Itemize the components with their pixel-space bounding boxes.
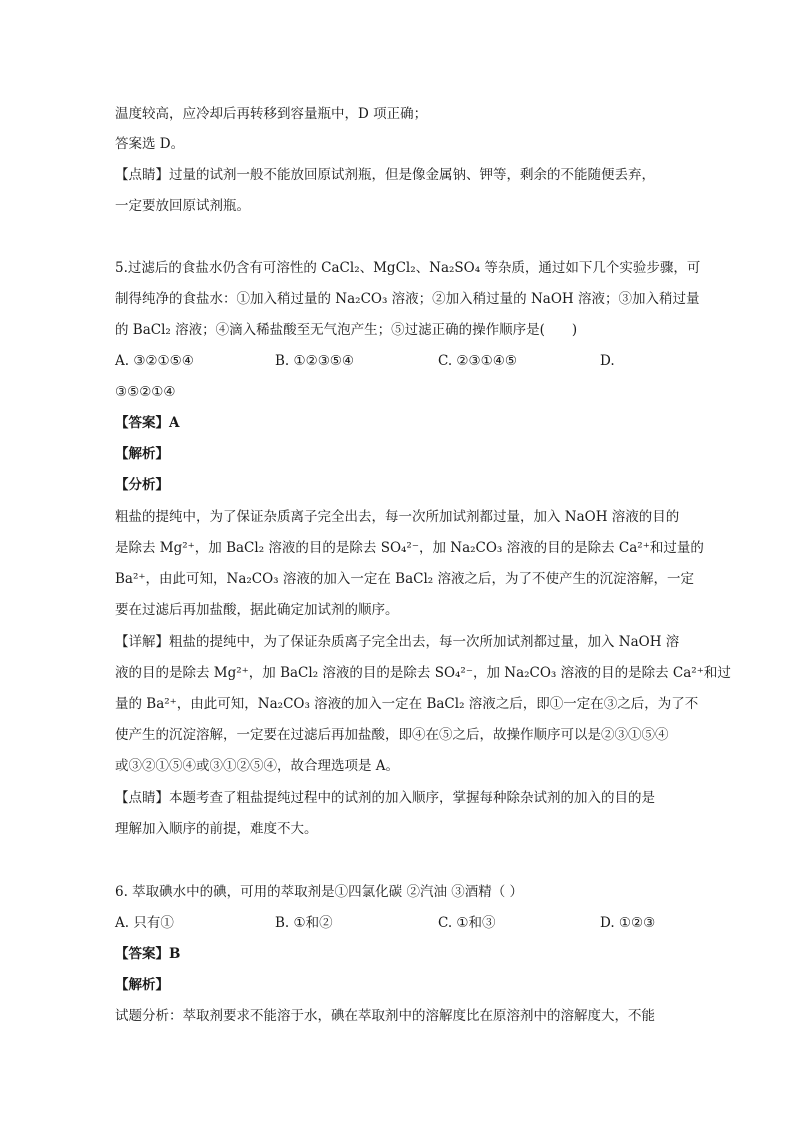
question-5-stem: 5.过滤后的食盐水仍含有可溶性的 CaCl₂、MgCl₂、Na₂SO₄ 等杂质，通过如下几个实验步骤，可 (115, 260, 701, 276)
q6-option-d: D. ①②③ (600, 915, 656, 931)
q5-detail-line: 或③②①⑤④或③①②⑤④，故合理选项是 A。 (115, 758, 400, 774)
q5-detail-line: 量的 Ba²⁺，由此可知，Na₂CO₃ 溶液的加入一定在 BaCl₂ 溶液之后，即①一定在③之后，为了不 (115, 696, 699, 712)
question-6-stem: 6. 萃取碘水中的碘，可用的萃取剂是①四氯化碳 ②汽油 ③酒精（ ） (115, 884, 524, 900)
q6-analysis-line: 试题分析：萃取剂要求不能溶于水，碘在萃取剂中的溶解度比在原溶剂中的溶解度大，不能 (115, 1008, 655, 1024)
q5-analysis-line: 要在过滤后再加盐酸，据此确定加试剂的顺序。 (115, 602, 399, 618)
q5-option-b: B. ①②③⑤④ (275, 353, 355, 369)
q5-analysis-line: Ba²⁺，由此可知，Na₂CO₃ 溶液的加入一定在 BaCl₂ 溶液之后，为了不使产生的沉淀溶解，一定 (115, 571, 694, 587)
q5-tip-line: 【点睛】本题考查了粗盐提纯过程中的试剂的加入顺序，掌握每种除杂试剂的加入的目的是 (115, 790, 655, 806)
text-line: 温度较高，应冷却后再转移到容量瓶中，D 项正确； (115, 106, 428, 122)
q6-jiexi: 【解析】 (115, 977, 169, 993)
q6-answer: 【答案】B (115, 946, 181, 962)
q5-option-d-cont: ③⑤②①④ (115, 384, 176, 400)
q6-option-b: B. ①和② (275, 915, 333, 931)
q5-detail-line: 使产生的沉淀溶解，一定要在过滤后再加盐酸，即④在⑤之后，故操作顺序可以是②③①⑤④ (115, 727, 669, 743)
q5-detail-line: 液的目的是除去 Mg²⁺，加 BaCl₂ 溶液的目的是除去 SO₄²⁻，加 Na₂CO₃ 溶液的目的是除去 Ca²⁺和过 (115, 665, 731, 681)
q5-option-c: C. ②③①④⑤ (438, 353, 517, 369)
q6-option-a: A. 只有① (115, 915, 174, 931)
q5-jiexi: 【解析】 (115, 446, 169, 462)
q5-tip-line: 理解加入顺序的前提，难度不大。 (115, 821, 318, 837)
tip-line: 【点睛】过量的试剂一般不能放回原试剂瓶，但是像金属钠、钾等，剩余的不能随便丢弃， (115, 167, 655, 183)
tip-line: 一定要放回原试剂瓶。 (115, 198, 250, 214)
q5-analysis-line: 粗盐的提纯中，为了保证杂质离子完全出去，每一次所加试剂都过量，加入 NaOH 溶液的目的 (115, 509, 680, 525)
q5-fenxi: 【分析】 (115, 477, 169, 493)
q5-detail-line: 【详解】粗盐的提纯中，为了保证杂质离子完全出去，每一次所加试剂都过量，加入 NaOH 溶 (115, 634, 680, 650)
q5-answer: 【答案】A (115, 415, 180, 431)
q5-option-d: D. (600, 353, 615, 369)
q5-option-a: A. ③②①⑤④ (115, 353, 194, 369)
text-line: 答案选 D。 (115, 136, 185, 152)
question-5-stem: 的 BaCl₂ 溶液；④滴入稀盐酸至无气泡产生；⑤过滤正确的操作顺序是( ) (115, 322, 578, 338)
q5-analysis-line: 是除去 Mg²⁺，加 BaCl₂ 溶液的目的是除去 SO₄²⁻，加 Na₂CO₃ 溶液的目的是除去 Ca²⁺和过量的 (115, 540, 704, 556)
question-5-stem: 制得纯净的食盐水：①加入稍过量的 Na₂CO₃ 溶液；②加入稍过量的 NaOH 溶液；③加入稍过量 (115, 291, 700, 307)
q6-option-c: C. ①和③ (438, 915, 496, 931)
